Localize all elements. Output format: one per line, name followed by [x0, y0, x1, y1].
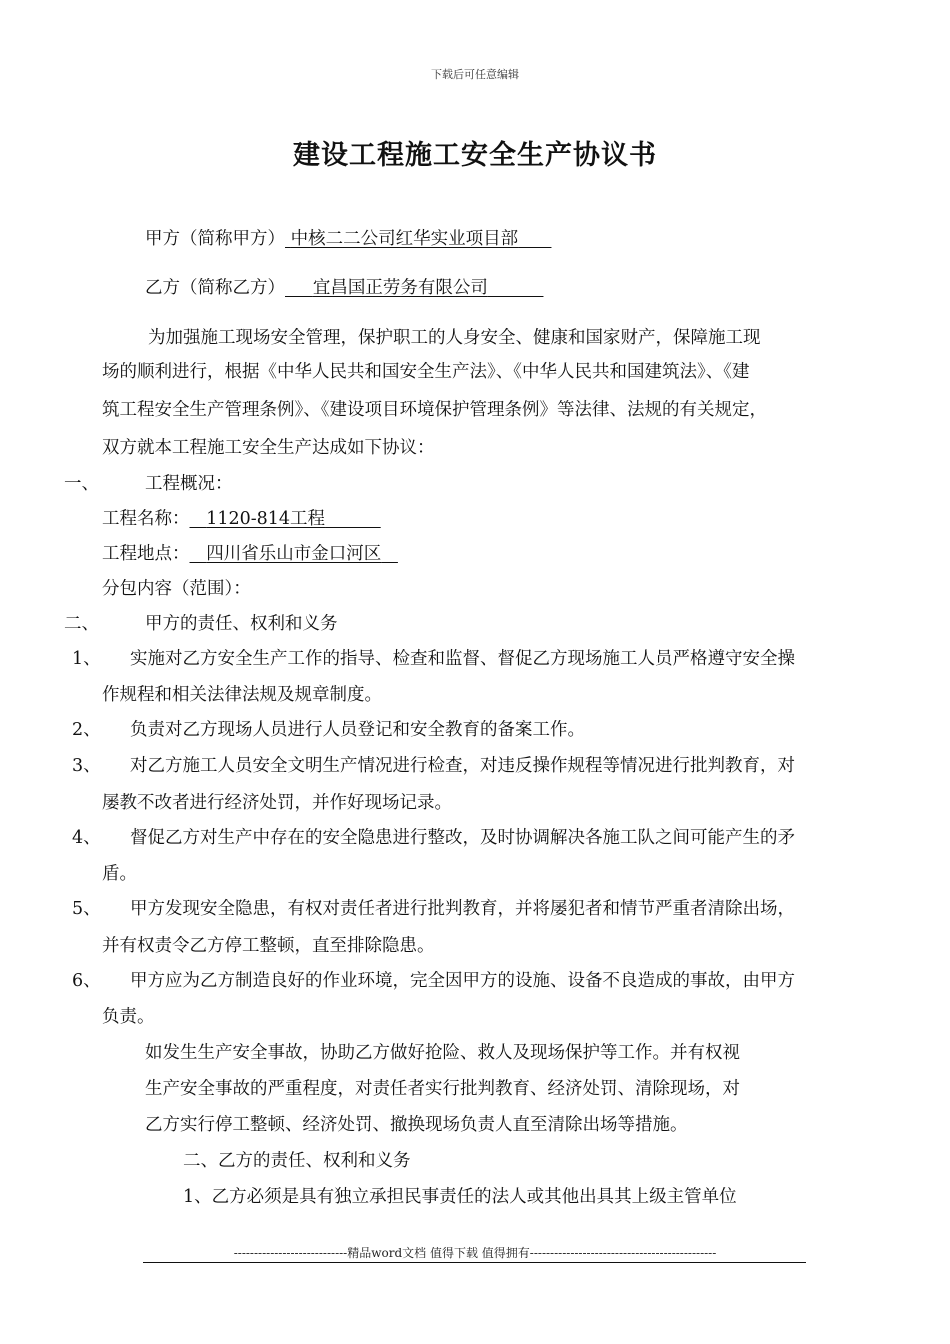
item-6-number: 6、 — [72, 971, 101, 991]
section-2-number: 二、 — [64, 614, 99, 634]
project-site-line — [102, 540, 398, 565]
header-note: 下载后可任意编辑 — [431, 68, 519, 81]
party-b-label: 乙方（简称乙方） — [145, 278, 285, 298]
item-6-line-2: 负责。 — [102, 1007, 155, 1027]
intro-line-4: 双方就本工程施工安全生产达成如下协议： — [102, 438, 435, 458]
item-4-number: 4、 — [72, 828, 101, 848]
project-name-line — [102, 505, 381, 530]
party-a-label: 甲方（简称甲方） — [145, 229, 285, 249]
section-2-para-line-2: 生产安全事故的严重程度，对责任者实行批判教育、经济处罚、清除现场，对 — [145, 1079, 740, 1099]
section-3-item-1: 1、乙方必须是具有独立承担民事责任的法人或其他出具其上级主管单位 — [183, 1187, 737, 1207]
intro-line-3: 筑工程安全生产管理条例》、《建设项目环境保护管理条例》等法律、法规的有关规定， — [102, 400, 767, 420]
item-1-line-2: 作规程和相关法律法规及规章制度。 — [102, 685, 382, 705]
item-5-line-1: 甲方发现安全隐患，有权对责任者进行批判教育，并将屡犯者和情节严重者清除出场， — [130, 899, 795, 919]
item-3-line-2: 屡教不改者进行经济处罚，并作好现场记录。 — [102, 793, 452, 813]
project-site-value: 四川省乐山市金口河区 — [206, 544, 382, 564]
item-5-number: 5、 — [72, 899, 101, 919]
item-1-number: 1、 — [72, 649, 101, 669]
item-6-line-1: 甲方应为乙方制造良好的作业环境，完全因甲方的设施、设备不良造成的事故，由甲方 — [130, 971, 795, 991]
section-2-para-line-1: 如发生生产安全事故，协助乙方做好抢险、救人及现场保护等工作。并有权视 — [145, 1043, 740, 1063]
party-b-value: 宜昌国正劳务有限公司 — [312, 278, 488, 298]
footer-rule — [143, 1262, 806, 1263]
project-name-value: 1120-814工程 — [206, 509, 326, 529]
party-a-line — [145, 225, 551, 250]
item-2-line-1: 负责对乙方现场人员进行人员登记和安全教育的备案工作。 — [130, 720, 585, 740]
item-2-number: 2、 — [72, 720, 101, 740]
section-2-para-line-3: 乙方实行停工整顿、经济处罚、撤换现场负责人直至清除出场等措施。 — [145, 1115, 688, 1135]
party-b-line — [145, 274, 543, 299]
section-1-number: 一、 — [64, 474, 99, 494]
item-1-line-1: 实施对乙方安全生产工作的指导、检查和监督、督促乙方现场施工人员严格遵守安全操 — [130, 649, 795, 669]
scope-label: 分包内容（范围）： — [102, 579, 251, 599]
item-4-line-1: 督促乙方对生产中存在的安全隐患进行整改，及时协调解决各施工队之间可能产生的矛 — [130, 828, 795, 848]
section-3-heading: 二、乙方的责任、权利和义务 — [183, 1151, 411, 1171]
section-1-heading: 工程概况： — [145, 474, 233, 494]
project-name-label: 工程名称： — [102, 509, 190, 529]
project-site-label: 工程地点： — [102, 544, 190, 564]
document-title: 建设工程施工安全生产协议书 — [293, 140, 657, 171]
item-5-line-2: 并有权责令乙方停工整顿，直至排除隐患。 — [102, 936, 435, 956]
intro-line-2: 场的顺利进行，根据《中华人民共和国安全生产法》、《中华人民共和国建筑法》、《建 — [102, 362, 750, 382]
item-4-line-2: 盾。 — [102, 864, 137, 884]
intro-line-1: 为加强施工现场安全管理，保护职工的人身安全、健康和国家财产，保障施工现 — [148, 328, 761, 348]
item-3-line-1: 对乙方施工人员安全文明生产情况进行检查，对违反操作规程等情况进行批判教育，对 — [130, 756, 795, 776]
party-a-value: 中核二二公司红华实业项目部 — [290, 229, 519, 249]
section-2-heading: 甲方的责任、权利和义务 — [145, 614, 338, 634]
footer-note: ----------------------------精品word文档 值得下载 值得拥有---------------------------------------------- — [233, 1246, 717, 1260]
item-3-number: 3、 — [72, 756, 101, 776]
